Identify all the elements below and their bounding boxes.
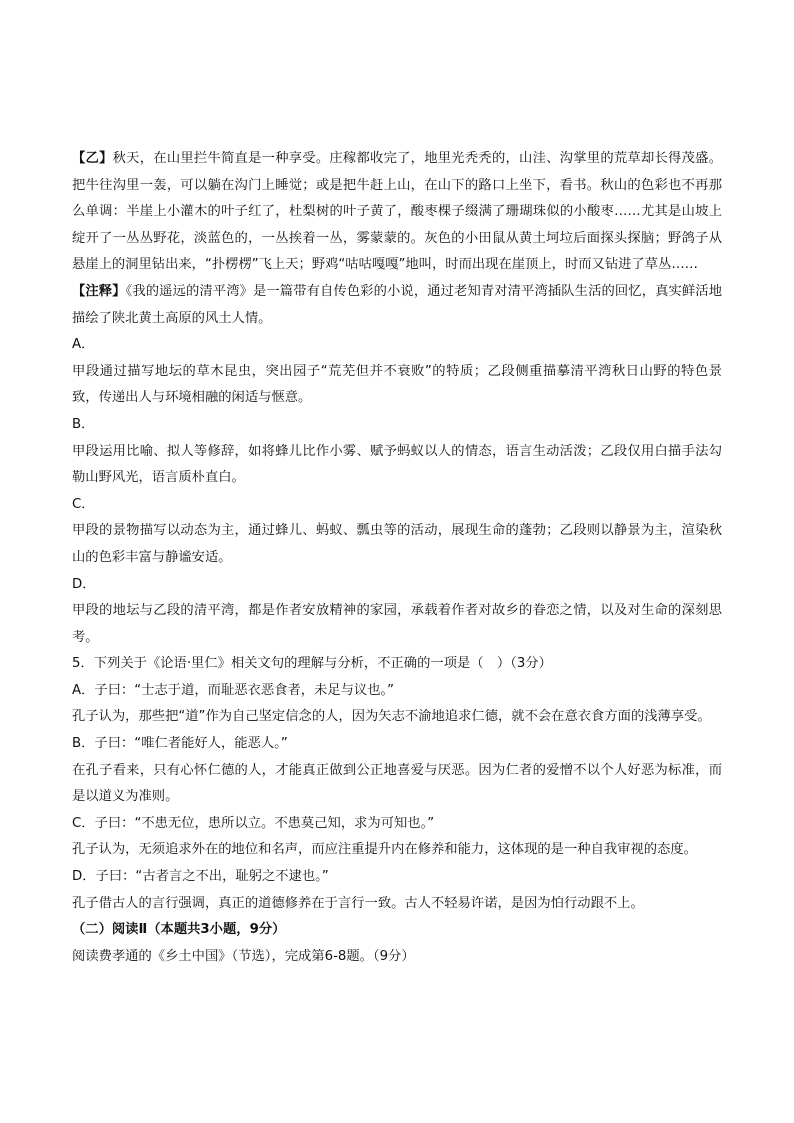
q5-option-c-quote: C．子曰：“不患无位，患所以立。不患莫己知，求为可知也。” — [72, 815, 435, 831]
q4-option-a-label: A． — [72, 337, 95, 353]
q5-option-d-quote: D．子曰：“古者言之不出，耻躬之不逮也。” — [72, 869, 329, 885]
q4-option-d-text: 甲段的地坛与乙段的清平湾，都是作者安放精神的家园，承载着作者对故乡的眷恋之情，以及对生命的深刻思考。 — [72, 603, 722, 645]
passage-yi — [72, 146, 722, 279]
passage-note — [72, 279, 722, 332]
passage-yi-text: 秋天，在山里拦牛简直是一种享受。庄稼都收完了，地里光秃秃的，山洼、沟掌里的荒草却长得茂盛。把牛往沟里一轰，可以躺在沟门上睡觉；或是把牛赶上山，在山下的路口上坐下，看书。秋山的色彩也不再那么单调：半崖上小灌木的叶子红了，杜梨树的叶子黄了，酸枣棵子缀满了珊瑚珠似的小酸枣……尤其是山坡上绽开了一丛丛野花，淡蓝色的，一丛挨着一丛，雾蒙蒙的。灰色的小田鼠从黄土坷垃后面探头探脑；野鸽子从悬崖上的洞里钻出来，“扑楞楞”飞上天；野鸡“咕咕嘎嘎”地叫，时而出现在崖顶上，时而又钻进了草丛…… — [72, 151, 722, 273]
q4-option-b-label: B． — [72, 416, 95, 432]
q4-option-a-text: 甲段通过描写地坛的草木昆虫，突出园子“荒芜但并不衰败”的特质；乙段侧重描摹清平湾秋日山野的特色景致，传递出人与环境相融的闲适与惬意。 — [72, 363, 722, 406]
section2-heading: （二）阅读Ⅱ（本题共3小题，9分） — [72, 922, 286, 938]
q5-option-c-analysis: 孔子认为，无须追求外在的地位和名声，而应注重提升内在修养和能力，这体现的是一种自我审视的态度。 — [72, 842, 697, 858]
q4-option-d-label: D． — [72, 576, 96, 592]
q4-option-c-label: C． — [72, 496, 95, 512]
passage-note-label: 【注释】 — [72, 283, 126, 299]
section2-intro: 阅读费孝通的《乡土中国》（节选），完成第6-8题。（9分） — [72, 948, 415, 964]
q4-option-b-text: 甲段运用比喻、拟人等修辞，如将蜂儿比作小雾、赋予蚂蚁以人的情态，语言生动活泼；乙段仅用白描手法勾勒山野风光，语言质朴直白。 — [72, 443, 722, 486]
q5-option-a-quote: A．子曰：“士志于道，而耻恶衣恶食者，未足与议也。” — [72, 682, 395, 698]
passage-note-text: 《我的遥远的清平湾》是一篇带有自传色彩的小说，通过老知青对清平湾插队生活的回忆，真实鲜活地描绘了陕北黄土高原的风土人情。 — [72, 283, 723, 326]
q5-option-b-analysis: 在孔子看来，只有心怀仁德的人，才能真正做到公正地喜爱与厌恶。因为仁者的爱憎不以个人好恶为标准，而是以道义为准则。 — [72, 762, 722, 805]
passage-yi-label: 【乙】 — [72, 151, 113, 166]
q5-stem: 5．下列关于《论语·里仁》相关文句的理解与分析，不正确的一项是（ ）（3分） — [72, 656, 552, 672]
q5-option-d-analysis: 孔子借古人的言行强调，真正的道德修养在于言行一致。古人不轻易许诺，是因为怕行动跟不上。 — [72, 895, 644, 911]
q5-option-a-analysis: 孔子认为，那些把“道”作为自己坚定信念的人，因为矢志不渝地追求仁德，就不会在意衣食方面的浅薄享受。 — [72, 709, 711, 725]
q4-option-c-text: 甲段的景物描写以动态为主，通过蜂儿、蚂蚁、瓢虫等的活动，展现生命的蓬勃；乙段则以静景为主，渲染秋山的色彩丰富与静谧安适。 — [72, 523, 722, 565]
document-page — [72, 146, 722, 970]
q5-option-b-quote: B．子曰：“唯仁者能好人，能恶人。” — [72, 736, 288, 752]
